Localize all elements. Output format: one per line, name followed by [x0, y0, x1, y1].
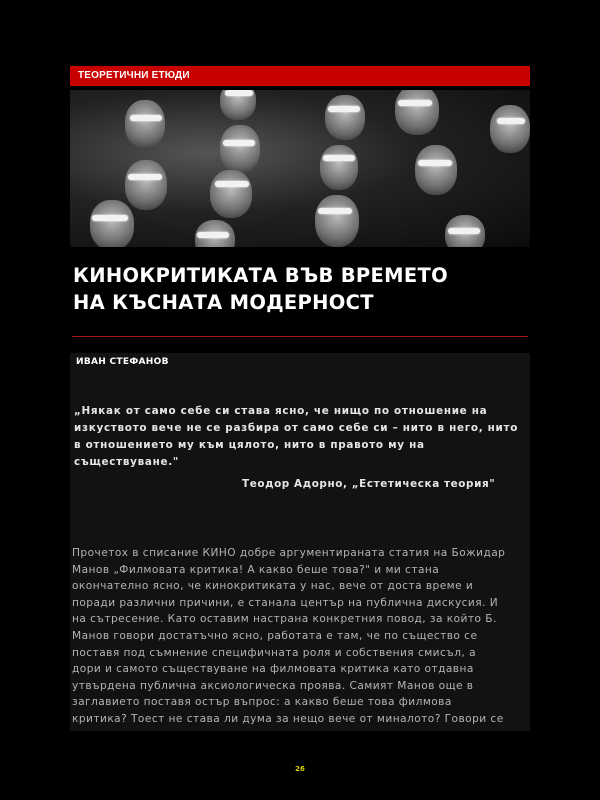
page-number: 26: [295, 765, 305, 773]
epigraph-line: съществуване.": [74, 456, 180, 468]
epigraph-line: „Някак от само себе си става ясно, че нищо по отношение на: [74, 405, 488, 417]
body-line: окончателно ясно, че кинокритиката у нас, вече от доста време и: [72, 580, 474, 593]
body-line: Манов говори достатъчно ясно, работата е там, че по същество се: [72, 629, 478, 642]
body-line: критика? Тоест не става ли дума за нещо вече от миналото? Говори се: [72, 712, 504, 725]
epigraph-quote: [74, 403, 524, 471]
title-line-2: НА КЪСНАТА МОДЕРНОСТ: [73, 291, 374, 314]
author-name: ИВАН СТЕФАНОВ: [76, 357, 169, 367]
article-title: [73, 262, 533, 316]
epigraph-line: в отношението му към цялото, нито в правото му на: [74, 439, 425, 451]
section-label: ТЕОРЕТИЧНИ ЕТЮДИ: [70, 66, 530, 86]
title-divider: [72, 336, 528, 337]
body-line: дори и самото съществуване на филмовата критика като отдавна: [72, 663, 474, 676]
article-body: [72, 545, 532, 728]
body-line: поставя под съмнение специфичната роля и собствения смисъл, а: [72, 646, 477, 659]
title-line-1: КИНОКРИТИКАТА ВЪВ ВРЕМЕТО: [73, 264, 448, 287]
body-line: поради различни причини, е станала център на публична дискусия. И: [72, 596, 499, 609]
body-line: Манов „Филмовата критика! А какво беше това?" и ми стана: [72, 563, 440, 576]
body-line: Прочетох в списание КИНО добре аргументираната статия на Божидар: [72, 547, 506, 559]
epigraph-attribution: Теодор Адорно, „Естетическа теория": [242, 478, 496, 490]
body-line: заглавието поставя остър въпрос: а какво беше това филмова: [72, 696, 452, 709]
epigraph-line: изкуството вече не се разбира от само себе си – нито в него, нито: [74, 422, 519, 434]
body-line: на сътресение. Като оставим настрана конкретния повод, за който Б.: [72, 613, 497, 626]
hero-image: [70, 90, 530, 247]
body-line: утвърдена публична аксиологическа проява. Самият Манов още в: [72, 679, 474, 692]
